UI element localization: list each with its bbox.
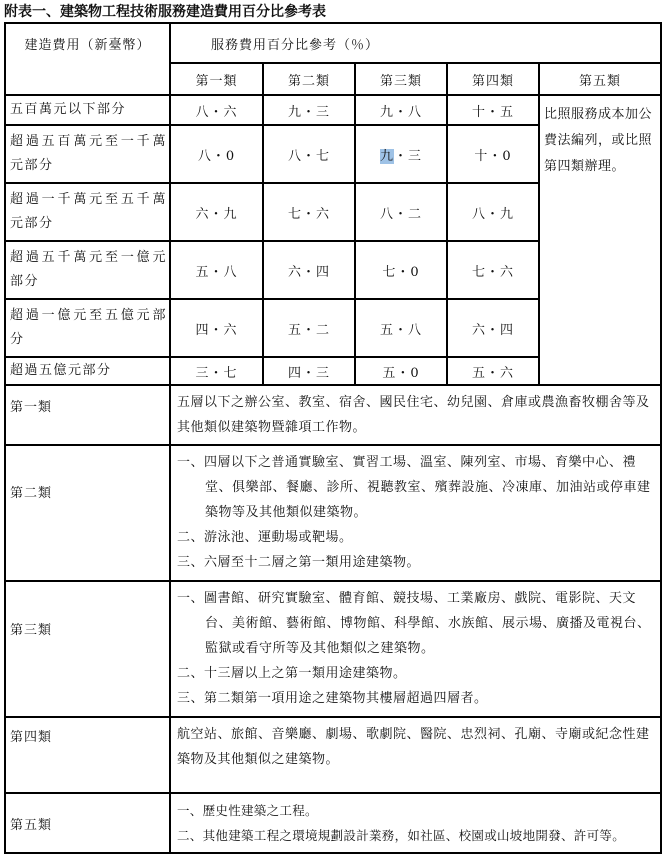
fee-cell: 八・六: [170, 95, 263, 125]
fee-cell: 五・八: [355, 299, 447, 357]
category-item: 一、四層以下之普通實驗室、實習工場、溫室、陳列室、市場、育樂中心、禮堂、俱樂部、餐廳、診所、視聽教室、殯葬設施、冷凍庫、加油站或停車建築物等及其他類似建築物。: [177, 455, 651, 520]
category-item: 五層以下之辦公室、教室、宿舍、國民住宅、幼兒園、倉庫或農漁畜牧棚舍等及其他類似建築物暨雜項工作物。: [177, 395, 650, 435]
fee-cell: 十・五: [447, 95, 539, 125]
fee-cell: 四・六: [170, 299, 263, 357]
category-item: 二、游泳池、運動場或靶場。: [177, 530, 353, 545]
page-title: 附表一、建築物工程技術服務建造費用百分比參考表: [4, 4, 326, 20]
fee-cell: 五・0: [355, 357, 447, 385]
fee-cell: 八・二: [355, 183, 447, 241]
fee-cell: 三・七: [170, 357, 263, 385]
category-item: 三、第二類第一項用途之建築物其樓層超過四層者。: [177, 691, 488, 706]
class5-note: 比照服務成本加公費法編列，或比照第四類辦理。: [539, 95, 661, 385]
row-label: 超過一千萬元至五千萬元部分: [5, 183, 170, 241]
category-name: 第一類: [5, 385, 170, 445]
category-item: 三、六層至十二層之第一類用途建築物。: [177, 555, 421, 570]
fee-cell-rest: ・三: [394, 148, 423, 164]
header-class-3: 第三類: [355, 63, 447, 95]
category-item: 一、歷史性建築之工程。: [177, 803, 318, 818]
header-class-1: 第一類: [170, 63, 263, 95]
row-label: 超過五千萬元至一億元部分: [5, 241, 170, 299]
fee-cell: 五・六: [447, 357, 539, 385]
fee-cell: [355, 125, 447, 183]
category-description: [170, 581, 661, 717]
category-item: 航空站、旅館、音樂廳、劇場、歌劇院、醫院、忠烈祠、孔廟、寺廟或紀念性建築物及其他類似之建築物。: [177, 727, 650, 767]
fee-cell: 九・八: [355, 95, 447, 125]
fee-cell: 七・六: [263, 183, 355, 241]
fee-cell: 六・九: [170, 183, 263, 241]
fee-reference-table: [4, 22, 662, 854]
category-name: 第二類: [5, 445, 170, 581]
header-cost: 建造費用（新臺幣）: [5, 23, 170, 95]
header-class-2: 第二類: [263, 63, 355, 95]
row-label: 超過一億元至五億元部分: [5, 299, 170, 357]
fee-cell: 五・八: [170, 241, 263, 299]
fee-cell: 六・四: [447, 299, 539, 357]
fee-cell: 十・0: [447, 125, 539, 183]
header-class-5: 第五類: [539, 63, 661, 95]
fee-cell: 七・0: [355, 241, 447, 299]
category-description: [170, 717, 661, 793]
row-label: 五百萬元以下部分: [5, 95, 170, 125]
category-description: [170, 385, 661, 445]
fee-cell: 八・七: [263, 125, 355, 183]
fee-cell: 九・三: [263, 95, 355, 125]
header-class-4: 第四類: [447, 63, 539, 95]
highlighted-char: 九: [379, 148, 394, 164]
fee-cell: 四・三: [263, 357, 355, 385]
fee-cell: 七・六: [447, 241, 539, 299]
category-item: 一、圖書館、研究實驗室、體育館、競技場、工業廠房、戲院、電影院、天文台、美術館、藝術館、博物館、科學館、水族館、展示場、廣播及電視台、監獄或看守所等及其他類似之建築物。: [177, 591, 651, 656]
category-name: 第三類: [5, 581, 170, 717]
row-label: 超過五百萬元至一千萬元部分: [5, 125, 170, 183]
fee-cell: 五・二: [263, 299, 355, 357]
header-percent: 服務費用百分比參考（％）: [170, 23, 539, 63]
row-label: 超過五億元部分: [5, 357, 170, 385]
fee-cell: 八・0: [170, 125, 263, 183]
fee-cell: 六・四: [263, 241, 355, 299]
category-item: 二、其他建築工程之環境規劃設計業務，如社區、校園或山坡地開發、許可等。: [177, 828, 626, 843]
category-item: 二、十三層以上之第一類用途建築物。: [177, 666, 407, 681]
fee-cell: 八・九: [447, 183, 539, 241]
category-name: 第五類: [5, 793, 170, 853]
category-description: [170, 445, 661, 581]
category-name: 第四類: [5, 717, 170, 793]
header-spacer: [539, 23, 661, 63]
category-description: [170, 793, 661, 853]
